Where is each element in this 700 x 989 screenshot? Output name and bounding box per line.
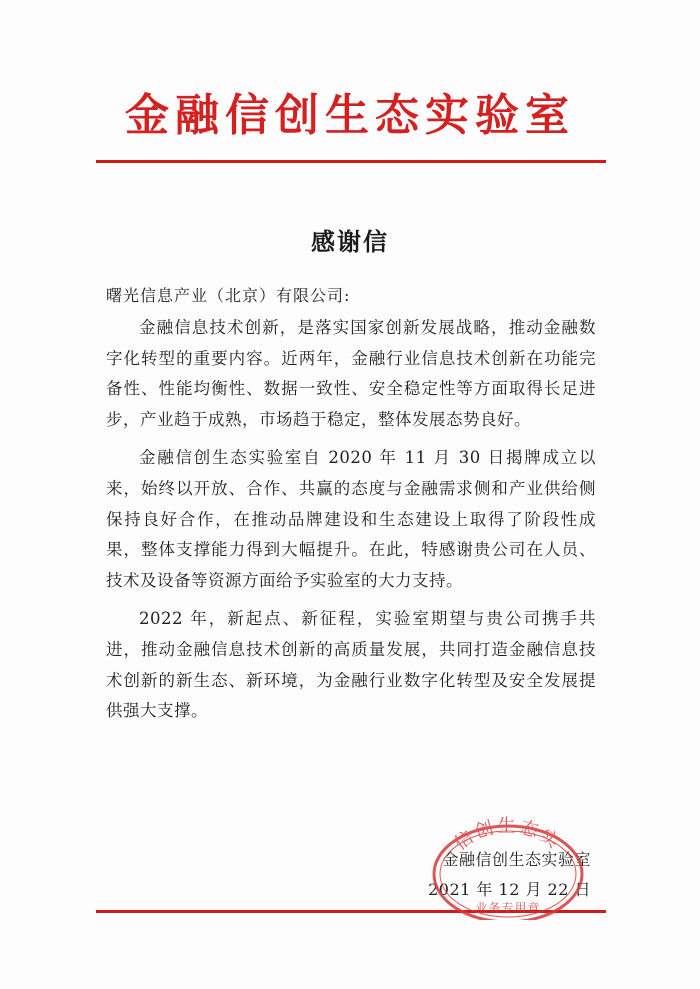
body-paragraph-3: 2022 年，新起点、新征程，实验室期望与贵公司携手共进，推动金融信息技术创新的高质量发展，共同打造金融信息技术创新的新生态、新环境，为金融行业数字化转型及安全发展提供强大支撑。 — [106, 609, 596, 721]
body-paragraph-2: 金融信创生态实验室自 2020 年 11 月 30 日揭牌成立以来，始终以开放、合作、共赢的态度与金融需求侧和产业供给侧保持良好合作，在推动品牌建设和生态建设上取得了阶段性成果，整体支撑能力得到大幅提升。在此，特感谢贵公司在人员、技术及设备等资源方面给予实验室的大力支持。 — [106, 448, 596, 590]
letter-title: 感谢信 — [311, 227, 389, 256]
salutation: 曙光信息产业（北京）有限公司: — [106, 286, 351, 305]
letter-body — [106, 313, 596, 735]
signature-organization: 金融信创生态实验室 — [442, 850, 591, 869]
seal-bottom-text: 业务专用章 — [475, 901, 541, 915]
org-letterhead-title: 金融信创生态实验室 — [125, 90, 575, 141]
body-paragraph-1: 金融信息技术创新，是落实国家创新发展战略，推动金融数字化转型的重要内容。近两年，金融行业信息技术创新在功能完备性、性能均衡性、数据一致性、安全稳定性等方面取得长足进步，产业趋于成熟，市场趋于稳定，整体发展态势良好。 — [106, 318, 596, 429]
signature-date: 2021 年 12 月 22 日 — [428, 880, 591, 899]
seal-top-text: 信创生态实 — [450, 816, 566, 855]
header-red-rule — [96, 160, 606, 163]
svg-text:信创生态实 — [451, 816, 566, 855]
official-seal-icon — [426, 812, 590, 920]
